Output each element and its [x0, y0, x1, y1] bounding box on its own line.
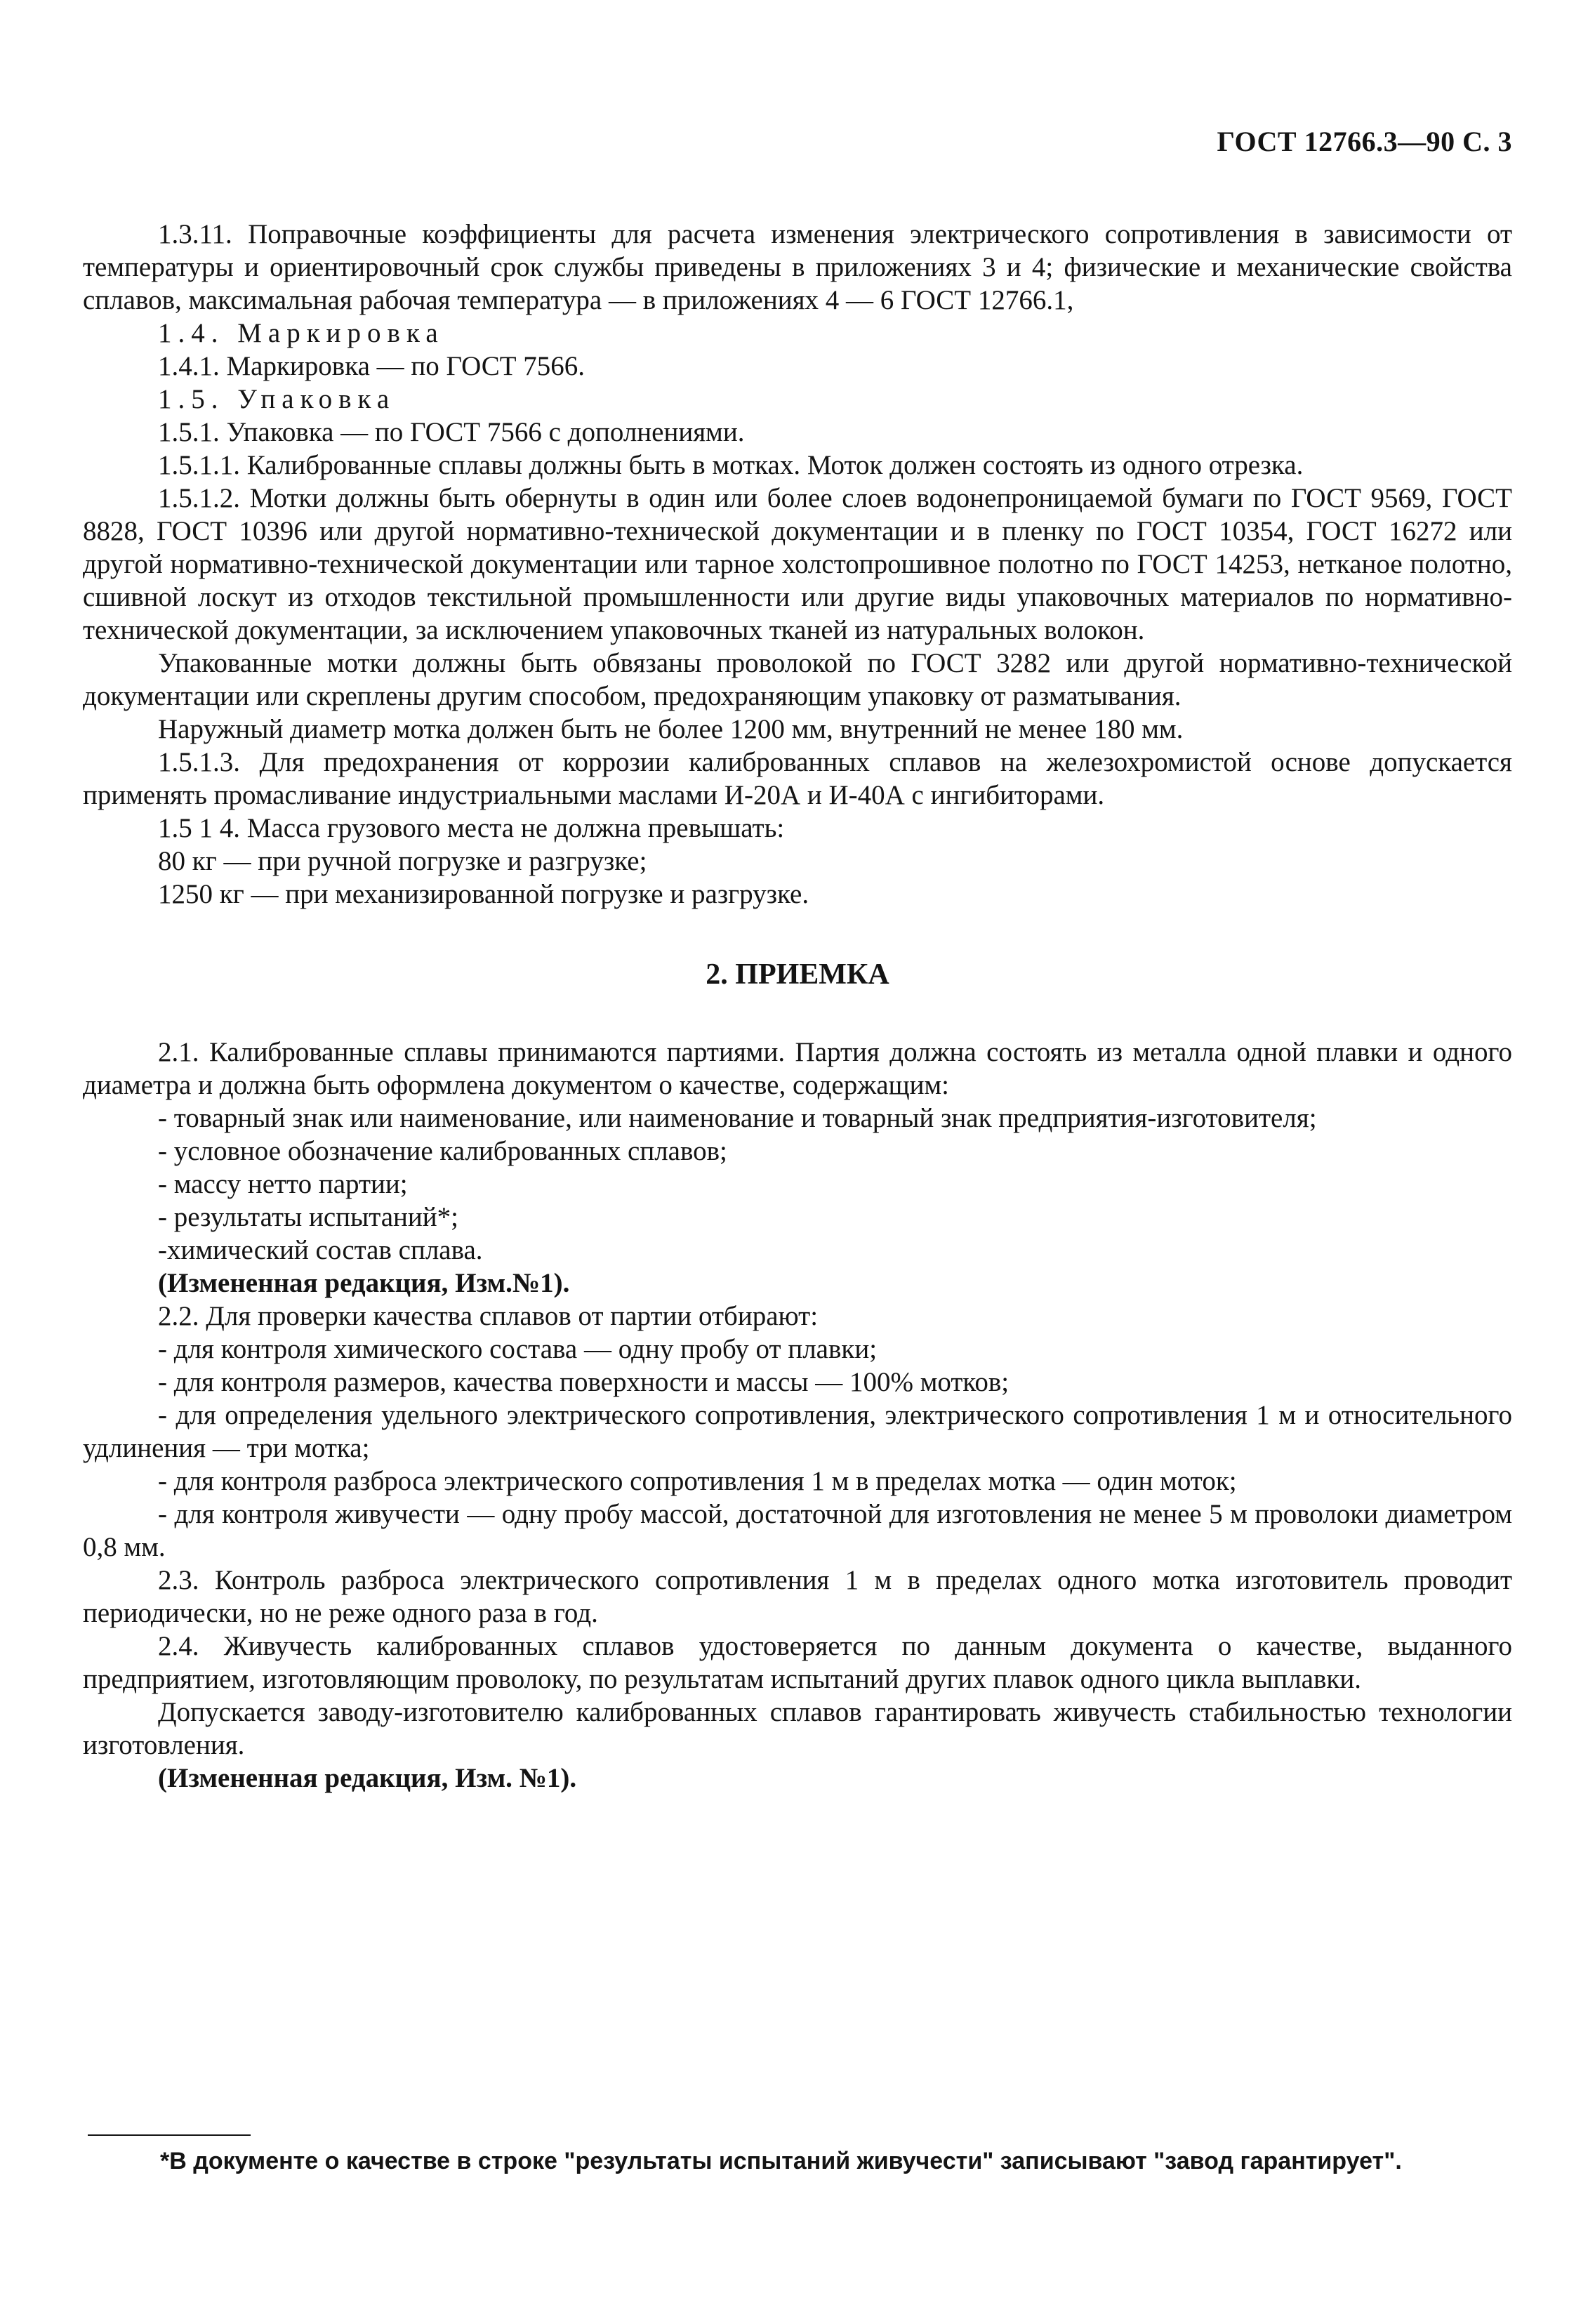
list-item: - для определения удельного электрического сопротивления, электрического сопротивления 1 м и относительного удлинения — три мотка;: [83, 1400, 1512, 1463]
page-header: ГОСТ 12766.3—90 С. 3: [1217, 126, 1512, 157]
clause-1-5-1-3: 1.5.1.3. Для предохранения от коррозии калиброванных сплавов на железохромистой основе допускается применять промасливание индустриальными маслами И-20А и И-40А с ингибиторами.: [83, 747, 1512, 810]
clause-2-3: 2.3. Контроль разброса электрического сопротивления 1 м в пределах одного мотка изготовитель проводит периодически, но не реже одного раза в год.: [83, 1565, 1512, 1628]
list-item: -химический состав сплава.: [158, 1235, 483, 1265]
mass-mechanized: 1250 кг — при механизированной погрузке и разгрузке.: [158, 879, 809, 909]
mass-manual: 80 кг — при ручной погрузке и разгрузке;: [158, 846, 647, 876]
clause-1-4-1: 1.4.1. Маркировка — по ГОСТ 7566.: [158, 351, 585, 381]
list-item: - массу нетто партии;: [158, 1169, 408, 1199]
heading-packing: 1.5. Упаковка: [158, 384, 396, 414]
paragraph-tying: Упакованные мотки должны быть обвязаны проволокой по ГОСТ 3282 или другой нормативно-технической документации или скреплены другим способом, предохраняющим упаковку от разматывания.: [83, 648, 1512, 711]
list-item: - для контроля разброса электрического сопротивления 1 м в пределах мотка — один моток;: [158, 1466, 1237, 1496]
clause-1-5-1: 1.5.1. Упаковка — по ГОСТ 7566 с дополнениями.: [158, 417, 745, 447]
footnote: *В документе о качестве в строке "результаты испытаний живучести" записывают "завод гарантирует".: [160, 2148, 1402, 2174]
clause-1-5-1-1: 1.5.1.1. Калиброванные сплавы должны быть в мотках. Моток должен состоять из одного отрезка.: [158, 450, 1304, 480]
document-body: [83, 218, 1512, 1795]
amendment-note: (Измененная редакция, Изм. №1).: [158, 1763, 577, 1793]
section-title-acceptance: 2. ПРИЕМКА: [706, 958, 889, 991]
clause-2-2: 2.2. Для проверки качества сплавов от партии отбирают:: [158, 1301, 819, 1331]
clause-2-4: 2.4. Живучесть калиброванных сплавов удостоверяется по данным документа о качестве, выданного предприятием, изготовляющим проволоку, по результатам испытаний других плавок одного цикла выплавки.: [83, 1631, 1512, 1694]
clause-1-5-1-2: 1.5.1.2. Мотки должны быть обернуты в один или более слоев водонепроницаемой бумаги по ГОСТ 9569, ГОСТ 8828, ГОСТ 10396 или другой нормативно-технической документации и в пленку по ГОСТ 10354, ГОСТ 16272 или другой нормативно-технической документации или тарное холстопрошивное полотно по ГОСТ 14253, нетканое полотно, сшивной лоскут из отходов текстильной промышленности или другие виды упаковочных материалов по нормативно-технической документации, за исключением упаковочных тканей из натуральных волокон.: [83, 483, 1512, 645]
list-item: - товарный знак или наименование, или наименование и товарный знак предприятия-изготовителя;: [158, 1103, 1317, 1133]
paragraph-diameter: Наружный диаметр мотка должен быть не более 1200 мм, внутренний не менее 180 мм.: [158, 714, 1184, 744]
footnote-divider: [88, 2134, 251, 2136]
list-item: - для контроля размеров, качества поверхности и массы — 100% мотков;: [158, 1367, 1010, 1397]
clause-1-3-11: 1.3.11. Поправочные коэффициенты для расчета изменения электрического сопротивления в зависимости от температуры и ориентировочный срок службы приведены в приложениях 3 и 4; физические и механические свойства сплавов, максимальная рабочая температура — в приложениях 4 — 6 ГОСТ 12766.1,: [83, 219, 1512, 315]
list-item: - для контроля химического состава — одну пробу от плавки;: [158, 1334, 878, 1364]
heading-marking: 1.4. Маркировка: [158, 318, 444, 348]
list-item: - для контроля живучести — одну пробу массой, достаточной для изготовления не менее 5 м проволоки диаметром 0,8 мм.: [83, 1499, 1512, 1562]
paragraph-vitality-guarantee: Допускается заводу-изготовителю калиброванных сплавов гарантировать живучесть стабильностью технологии изготовления.: [83, 1697, 1512, 1760]
list-item: - условное обозначение калиброванных сплавов;: [158, 1136, 727, 1166]
amendment-note: (Измененная редакция, Изм.№1).: [158, 1268, 570, 1298]
clause-2-1: 2.1. Калиброванные сплавы принимаются партиями. Партия должна состоять из металла одной плавки и одного диаметра и должна быть оформлена документом о качестве, содержащим:: [83, 1037, 1512, 1100]
clause-1-5-1-4: 1.5 1 4. Масса грузового места не должна превышать:: [158, 813, 785, 843]
list-item: - результаты испытаний*;: [158, 1202, 459, 1232]
